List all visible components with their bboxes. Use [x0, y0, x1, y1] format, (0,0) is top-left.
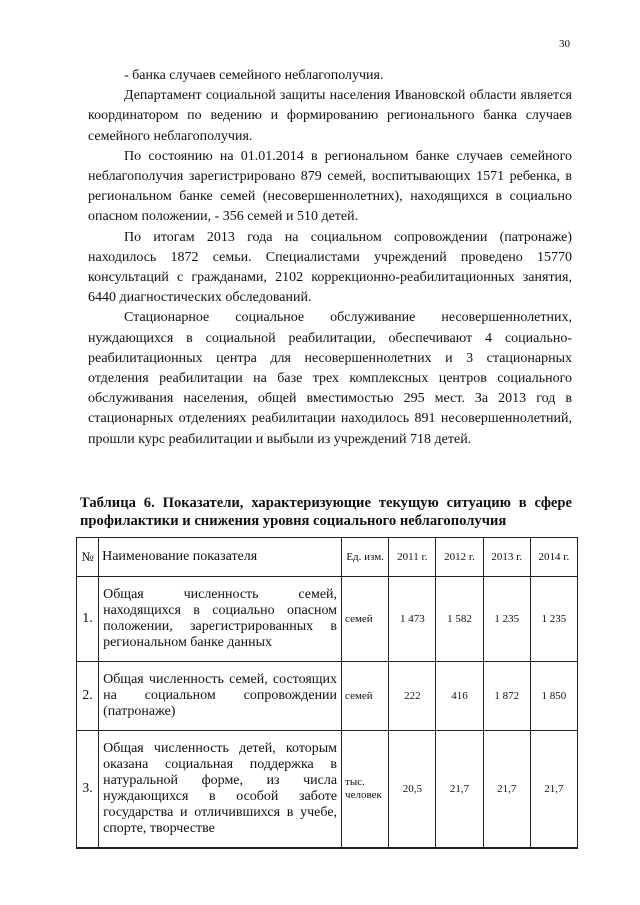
header-unit: Ед. изм. [342, 538, 389, 577]
value-2012: 1 582 [436, 577, 483, 662]
value-2014: 21,7 [530, 731, 577, 849]
header-2011: 2011 г. [389, 538, 436, 577]
row-name: Общая численность семей, находящихся в социально опасном положении, зарегистрированных в региональном банке данных [99, 577, 342, 662]
row-unit: тыс. человек [342, 731, 389, 849]
value-2014: 1 850 [530, 662, 577, 731]
paragraph: Стационарное социальное обслуживание несовершеннолетних, нуждающихся в социальной реабилитации, обеспечивают 4 социально-реабилитационных центра для несовершеннолетних и 3 стационарных отделения реабилитации на базе трех комплексных центров социального обслуживания населения, общей вместимостью 295 мест. За 2013 год в стационарных отделениях реабилитации находилось 891 несовершеннолетний, прошли курс реабилитации и выбыли из учреждений 718 детей. [88, 310, 572, 447]
value-2012: 416 [436, 662, 483, 731]
value-2011: 222 [389, 662, 436, 731]
header-2014: 2014 г. [530, 538, 577, 577]
row-name: Общая численность семей, состоящих на социальном сопровождении (патронаже) [99, 662, 342, 731]
row-name: Общая численность детей, которым оказана социальная поддержка в натуральной форме, из числа нуждающихся в особой заботе государства и отличившихся в учебе, спорте, творчестве [99, 731, 342, 849]
value-2013: 1 872 [483, 662, 530, 731]
value-2012: 21,7 [436, 731, 483, 849]
table-caption: Таблица 6. Показатели, характеризующие текущую ситуацию в сфере профилактики и снижения уровня социального неблагополучия [80, 495, 572, 529]
header-2013: 2013 г. [483, 538, 530, 577]
value-2013: 1 235 [483, 577, 530, 662]
header-num: № [77, 538, 99, 577]
paragraph: По итогам 2013 года на социальном сопровождении (патронаже) находилось 1872 семьи. Специалистами учреждений проведено 15770 консультаций с гражданами, 2102 коррекционно-реабилитационных занятия, 6440 диагностических обследований. [88, 229, 572, 306]
table-row [77, 662, 578, 731]
paragraph: - банка случаев семейного неблагополучия. [124, 68, 384, 83]
row-num: 3. [77, 731, 99, 849]
indicators-table [76, 537, 578, 849]
row-num: 1. [77, 577, 99, 662]
table-row [77, 731, 578, 849]
table-row [77, 577, 578, 662]
value-2014: 1 235 [530, 577, 577, 662]
paragraph: Департамент социальной защиты населения Ивановской области является координатором по ведению и формированию регионального банка случаев семейного неблагополучия. [88, 88, 572, 144]
header-name: Наименование показателя [99, 538, 342, 577]
value-2013: 21,7 [483, 731, 530, 849]
page-number: 30 [559, 38, 570, 50]
value-2011: 20,5 [389, 731, 436, 849]
row-unit: семей [342, 662, 389, 731]
body-text [88, 66, 572, 450]
row-unit: семей [342, 577, 389, 662]
paragraph: По состоянию на 01.01.2014 в региональном банке случаев семейного неблагополучия зарегистрировано 879 семей, воспитывающих 1571 ребенка, в региональном банке семей (несовершеннолетних), находящихся в социально опасном положении, - 356 семей и 510 детей. [88, 148, 572, 225]
table-header-row [77, 538, 578, 577]
value-2011: 1 473 [389, 577, 436, 662]
header-2012: 2012 г. [436, 538, 483, 577]
row-num: 2. [77, 662, 99, 731]
